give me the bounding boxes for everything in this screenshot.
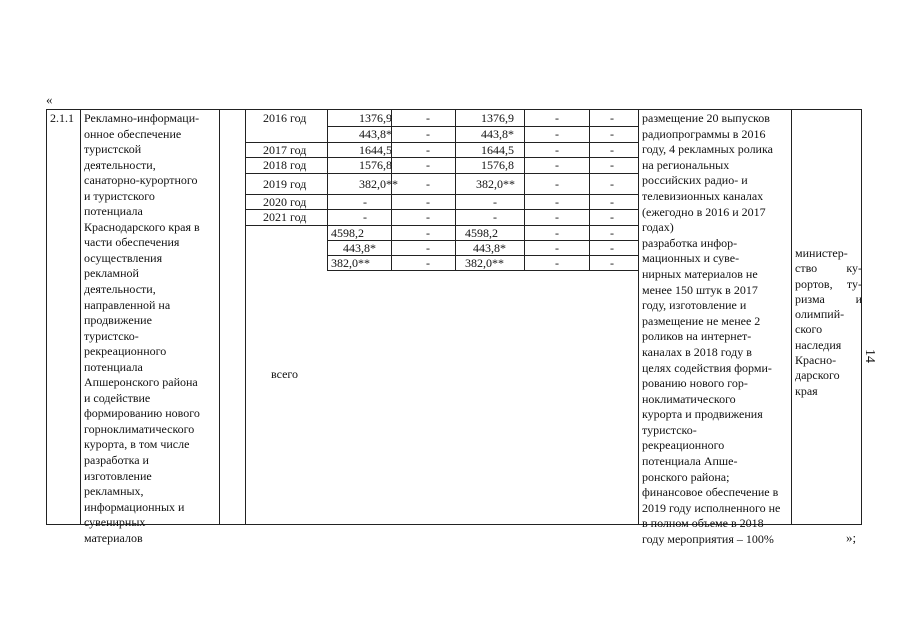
result-line: в полном объеме в 2018 xyxy=(642,516,764,531)
result-line: менее 150 штук в 2017 xyxy=(642,282,758,297)
description-line: рекламной xyxy=(84,266,139,281)
expected-result xyxy=(642,111,790,548)
year-2016: 2016 год xyxy=(263,111,307,125)
description-line: осуществления xyxy=(84,250,163,265)
value-federal: - xyxy=(426,210,430,224)
executor-line: Красно- xyxy=(795,353,837,368)
value-local: - xyxy=(555,111,559,125)
result-line: на региональных xyxy=(642,157,730,172)
result-line: радиопрограммы в 2016 xyxy=(642,126,766,141)
executor-line: края xyxy=(795,383,818,398)
value-total: - xyxy=(363,195,367,209)
executor-line xyxy=(795,277,862,292)
year-2017: 2017 год xyxy=(263,143,307,157)
description-line: и содействие xyxy=(84,390,151,405)
executor-line: наследия xyxy=(795,337,842,352)
value-other: - xyxy=(610,111,614,125)
page-number: 14 xyxy=(862,349,877,363)
executor-word: ризма xyxy=(795,291,825,306)
value-other: - xyxy=(610,127,614,141)
value-regional: 382,0** xyxy=(476,177,515,191)
result-line: (ежегодно в 2016 и 2017 xyxy=(642,204,766,219)
value-federal: - xyxy=(426,111,430,125)
description-line: разработка и xyxy=(84,453,149,468)
year-2020: 2020 год xyxy=(263,195,307,209)
executor-line: ского xyxy=(795,322,823,337)
executor-word: ту- xyxy=(846,276,862,291)
value-federal: - xyxy=(426,177,430,191)
result-line: году, изготовление и xyxy=(642,298,747,313)
value-regional: 1644,5 xyxy=(481,143,514,157)
value-federal: - xyxy=(426,158,430,172)
col-divider-10 xyxy=(791,109,792,524)
value-regional: - xyxy=(493,210,497,224)
result-line: году, 4 рекламных ролика xyxy=(642,142,773,157)
value-local: - xyxy=(555,226,559,240)
value-other: - xyxy=(610,241,614,255)
col-divider-3 xyxy=(245,109,246,524)
value-local: - xyxy=(555,195,559,209)
result-line: году мероприятия – 100% xyxy=(642,532,774,547)
year-2019: 2019 год xyxy=(263,177,307,191)
executor-word: рортов, xyxy=(795,276,833,291)
row-line-7 xyxy=(245,225,638,226)
description-line: и туристского xyxy=(84,188,155,203)
description-line: продвижение xyxy=(84,313,152,328)
executor-line: дарского xyxy=(795,368,840,383)
result-line: потенциала Апше- xyxy=(642,454,738,469)
value-regional: 443,8* xyxy=(481,127,514,141)
result-line: 2019 году исполненного не xyxy=(642,500,781,515)
value-federal: - xyxy=(426,241,430,255)
value-regional: 382,0** xyxy=(465,256,504,270)
description-line: рекламных, xyxy=(84,484,144,499)
value-regional: 4598,2 xyxy=(465,226,498,240)
executor-top-line xyxy=(791,109,861,110)
year-2021: 2021 год xyxy=(263,210,307,224)
description-line: санаторно-курортного xyxy=(84,173,198,188)
executor-word: ку- xyxy=(846,261,862,276)
total-label: всего xyxy=(271,367,299,381)
col-divider-6 xyxy=(455,109,456,270)
value-local: - xyxy=(555,127,559,141)
col-divider-4 xyxy=(327,109,328,270)
description-line: части обеспечения xyxy=(84,235,180,250)
value-other: - xyxy=(610,226,614,240)
value-local: - xyxy=(555,177,559,191)
value-total: 1644,5 xyxy=(359,143,392,157)
row-line-4 xyxy=(245,173,638,174)
description-line: Апшеронского района xyxy=(84,375,198,390)
value-total: 1376,9 xyxy=(359,111,392,125)
result-line: курорта и продвижения xyxy=(642,407,763,422)
result-line: размещение не менее 2 xyxy=(642,313,761,328)
value-federal: - xyxy=(426,143,430,157)
description-line: туристской xyxy=(84,142,142,157)
value-regional: 443,8* xyxy=(473,241,506,255)
executor-word: ство xyxy=(795,261,818,276)
result-line: нирных материалов не xyxy=(642,266,758,281)
value-other: - xyxy=(610,210,614,224)
description-line: потенциала xyxy=(84,359,143,374)
description-line: рекреационного xyxy=(84,344,167,359)
description-line: туристско- xyxy=(84,328,139,343)
result-line: размещение 20 выпусков xyxy=(642,111,770,125)
table-left-border xyxy=(46,109,47,524)
result-line: мационных и суве- xyxy=(642,251,740,266)
executor-line xyxy=(795,292,862,307)
description-line: информационных и xyxy=(84,499,185,514)
executor-line xyxy=(795,261,862,276)
value-other: - xyxy=(610,256,614,270)
col-divider-2 xyxy=(219,109,220,524)
value-local: - xyxy=(555,210,559,224)
closing-quote: »; xyxy=(846,530,857,545)
description-line: горноклиматического xyxy=(84,421,195,436)
measure-description xyxy=(84,111,218,546)
result-line: ронского района; xyxy=(642,469,730,484)
value-other: - xyxy=(610,177,614,191)
result-line: рованию нового гор- xyxy=(642,376,748,391)
col-divider-1 xyxy=(80,109,81,524)
value-federal: - xyxy=(426,256,430,270)
value-local: - xyxy=(555,241,559,255)
responsible-executor xyxy=(795,246,862,399)
value-other: - xyxy=(610,158,614,172)
result-line: разработка инфор- xyxy=(642,235,738,250)
col-divider-9 xyxy=(638,109,639,524)
value-regional: 1376,9 xyxy=(481,111,514,125)
executor-word: и xyxy=(855,291,862,306)
value-federal: - xyxy=(426,195,430,209)
result-line: телевизионных каналах xyxy=(642,188,764,203)
result-line: целях содействия форми- xyxy=(642,360,772,375)
description-line: материалов xyxy=(84,530,143,545)
value-total: 4598,2 xyxy=(331,226,364,240)
description-line: Рекламно-информаци- xyxy=(84,111,200,125)
result-line: ноклиматического xyxy=(642,391,736,406)
year-2018: 2018 год xyxy=(263,158,307,172)
col-divider-8 xyxy=(589,109,590,270)
result-line: финансовое обеспечение в xyxy=(642,485,779,500)
description-line: курорта, в том числе xyxy=(84,437,190,452)
value-total: 382,0** xyxy=(331,256,370,270)
result-line: годах) xyxy=(642,220,674,235)
value-total: 382,0** xyxy=(359,177,398,191)
value-federal: - xyxy=(426,226,430,240)
description-line: онное обеспечение xyxy=(84,126,182,141)
description-line: деятельности, xyxy=(84,282,156,297)
description-line: потенциала xyxy=(84,204,143,219)
row-number: 2.1.1 xyxy=(50,111,74,125)
value-local: - xyxy=(555,143,559,157)
value-other: - xyxy=(610,195,614,209)
executor-line: олимпий- xyxy=(795,307,845,322)
description-line: сувенирных xyxy=(84,515,146,530)
value-local: - xyxy=(555,158,559,172)
value-regional: - xyxy=(493,195,497,209)
result-line: каналах в 2018 году в xyxy=(642,344,752,359)
value-total: 1576,8 xyxy=(359,158,392,172)
table-top-border xyxy=(46,109,862,110)
value-local: - xyxy=(555,256,559,270)
opening-quote: « xyxy=(46,92,53,107)
description-line: изготовление xyxy=(84,468,152,483)
value-regional: 1576,8 xyxy=(481,158,514,172)
description-line: направленной на xyxy=(84,297,171,312)
result-line: туристско- xyxy=(642,422,697,437)
result-line: рекреационного xyxy=(642,438,725,453)
value-total: 443,8* xyxy=(343,241,376,255)
value-other: - xyxy=(610,143,614,157)
description-line: Краснодарского края в xyxy=(84,219,200,234)
result-line: российских радио- и xyxy=(642,173,748,188)
col-divider-7 xyxy=(524,109,525,270)
description-line: формированию нового xyxy=(84,406,200,421)
executor-line: министер- xyxy=(795,246,848,260)
value-total: - xyxy=(363,210,367,224)
description-line: деятельности, xyxy=(84,157,156,172)
result-line: роликов на интернет- xyxy=(642,329,752,344)
value-total: 443,8* xyxy=(359,127,392,141)
value-federal: - xyxy=(426,127,430,141)
